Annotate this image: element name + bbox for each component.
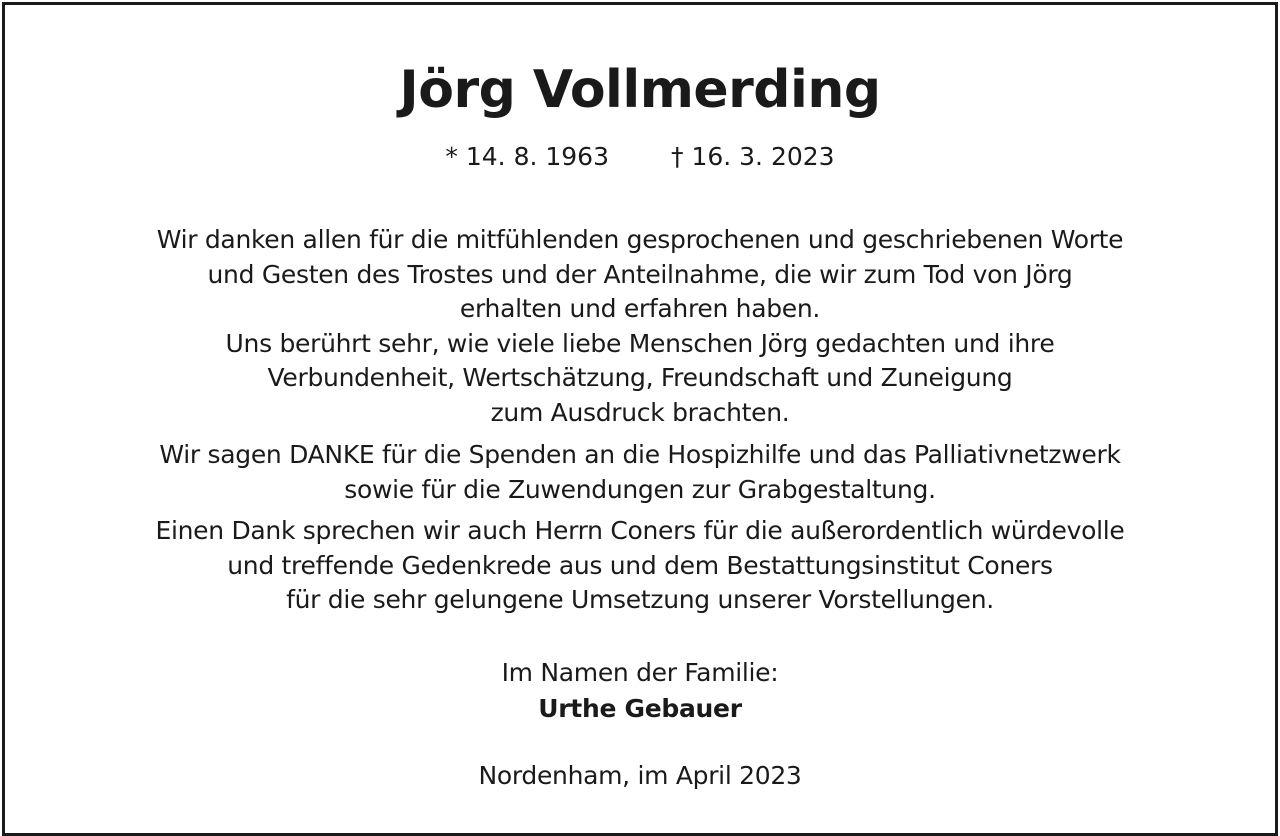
text-line: Verbundenheit, Wertschätzung, Freundschaft und Zuneigung: [267, 363, 1013, 392]
signer-name: Urthe Gebauer: [538, 694, 742, 723]
text-line: und treffende Gedenkrede aus und dem Bestattungsinstitut Coners: [227, 550, 1053, 580]
deceased-name: Jörg Vollmerding: [399, 60, 881, 120]
life-dates: [5, 139, 1275, 175]
place-date: Nordenham, im April 2023: [478, 761, 802, 790]
thanks-paragraph-2: [5, 438, 1275, 507]
text-line: für die sehr gelungene Umsetzung unserer Vorstellungen.: [286, 585, 994, 614]
text-line: zum Ausdruck brachten.: [490, 397, 790, 427]
family-line: Im Namen der Familie:: [501, 658, 779, 687]
text-line: Wir sagen DANKE für die Spenden an die Hospizhilfe und das Palliativnetzwerk: [159, 440, 1121, 469]
text-line: Uns berührt sehr, wie viele liebe Menschen Jörg gedachten und ihre: [225, 328, 1055, 358]
death-date: † 16. 3. 2023: [671, 142, 835, 171]
notice-frame: [2, 2, 1278, 836]
text-line: Wir danken allen für die mitfühlenden gesprochenen und geschriebenen Worte: [156, 225, 1124, 254]
text-line: und Gesten des Trostes und der Anteilnahme, die wir zum Tod von Jörg: [207, 259, 1073, 289]
text-line: erhalten und erfahren haben.: [459, 294, 821, 323]
thanks-paragraph-3: [5, 514, 1275, 618]
birth-date: * 14. 8. 1963: [445, 142, 609, 171]
text-line: Einen Dank sprechen wir auch Herrn Coners für die außerordentlich würdevolle: [155, 516, 1125, 545]
text-line: sowie für die Zuwendungen zur Grabgestaltung.: [344, 474, 936, 504]
thanks-paragraph-1: [5, 223, 1275, 430]
